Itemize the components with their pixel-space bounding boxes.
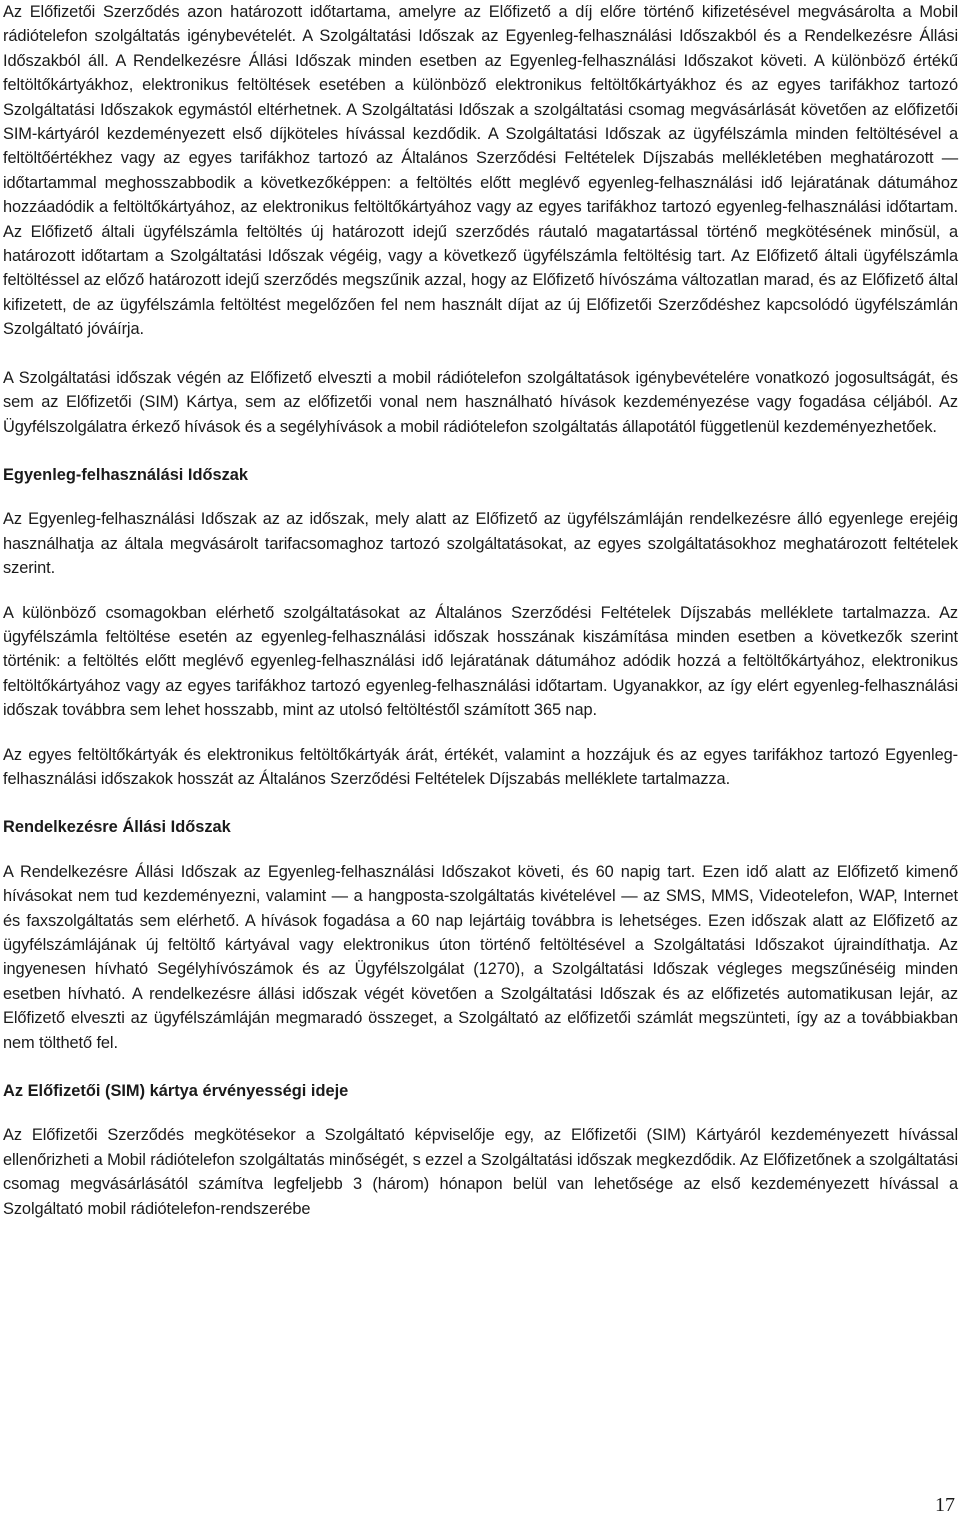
- paragraph-service-period: Az Előfizetői Szerződés azon határozott időtartama, amelyre az Előfizető a díj előre történő kifizetésével megvásárolta a Mobil rádiótelefon szolgáltatás igénybevételét. A Szolgáltatási Időszak az Egyenleg-felhasználási Időszakból és a Rendelkezésre Állási Időszakból áll. A Rendelkezésre Állási Időszak minden esetben az Egyenleg-felhasználási Időszakot követi. A különböző értékű feltöltőkártyákhoz, elektronikus feltöltések esetében a különböző elektronikus feltöltőkártyákhoz és az egyes tarifákhoz tartozó Szolgáltatási Időszakok egymástól eltérhetnek. A Szolgáltatási Időszak a szolgáltatási csomag megvásárlását követően az előfizetői SIM-kártyáról kezdeményezett első díjköteles hívással kezdődik. A Szolgáltatási Időszak az ügyfélszámla minden feltöltésével a feltöltőértékhez vagy az egyes tarifákhoz tartozó az Általános Szerződési Feltételek Díjszabás mellékletében meghatározott — időtartammal meghosszabbodik a következőképpen: a feltöltés előtt meglévő egyenleg-felhasználási idő lejáratának dátumához hozzáadódik a feltöltőkártyához, az elektronikus feltöltőkártyához vagy az egyes tarifákhoz tartozó egyenleg-felhasználási időtartam. Az Előfizető általi ügyfélszámla feltöltés új határozott idejű szerződés ráutaló magatartással történő megkötésének minősül, a határozott időtartam a Szolgáltatási Időszak végéig, vagy a következő ügyfélszámla feltöltésig tart. Az Előfizető általi ügyfélszámla feltöltéssel az előző határozott idejű szerződés megszűnik azzal, hogy az Előfizető hívószáma változatlan marad, és az Előfizető által kifizetett, de az ügyfélszámla feltöltést megelőzően fel nem használt díjat az új Előfizetői Szerződéshez kapcsolódó ügyfélszámlán Szolgáltató jóváírja.: [3, 3, 958, 339]
- paragraph-balance-usage-calculation: A különböző csomagokban elérhető szolgáltatásokat az Általános Szerződési Feltételek Díjszabás melléklete tartalmazza. Az ügyfélszámla feltöltése esetén az egyenleg-felhasználási időszak hosszának kiszámítása minden esetben a következők szerint történik: a feltöltés előtt meglévő egyenleg-felhasználási idő lejáratának dátumához adódik hozzá a feltöltőkártyához, elektronikus feltöltőkártyához vagy az egyes tarifákhoz tartozó egyenleg-felhasználási időtartam. Ugyanakkor, az így elért egyenleg-felhasználási időszak továbbra sem lehet hosszabb, mint az utolsó feltöltéstől számított 365 nap.: [3, 603, 958, 720]
- paragraph-topup-cards: Az egyes feltöltőkártyák és elektronikus feltöltőkártyák árát, értékét, valamint a hozzájuk és az egyes tarifákhoz tartozó Egyenleg-felhasználási időszakok hosszát az Általános Szerződési Feltételek Díjszabás melléklete tartalmazza.: [3, 745, 958, 788]
- document-page: [3, 0, 958, 1221]
- paragraph-sim-card-validity: Az Előfizetői Szerződés megkötésekor a Szolgáltató képviselője egy, az Előfizetői (SIM) Kártyáról kezdeményezett hívással ellenőrizheti a Mobil rádiótelefon szolgáltatás minőségét, s ezzel a Szolgáltatási időszak megkezdődik. Az Előfizetőnek a szolgáltatási csomag megvásárlásától számítva legfeljebb 3 (három) hónapon belül van lehetősége az első kezdeményezett hívással a Szolgáltató mobil rádiótelefon-rendszerébe: [3, 1126, 958, 1218]
- paragraph-period-end: A Szolgáltatási időszak végén az Előfizető elveszti a mobil rádiótelefon szolgáltatások igénybevételére vonatkozó jogosultságát, és sem az Előfizetői (SIM) Kártya, sem az előfizetői vonal nem használható hívások kezdeményezése vagy fogadása céljából. Az Ügyfélszolgálatra érkező hívások és a segélyhívások a mobil rádiótelefon szolgáltatás állapotától függetlenül kezdeményezhetőek.: [3, 368, 958, 436]
- heading-sim-card-validity: Az Előfizetői (SIM) kártya érvényességi ideje: [3, 1082, 349, 1101]
- paragraph-balance-usage-definition: Az Egyenleg-felhasználási Időszak az az időszak, mely alatt az Előfizető az ügyfélszámláján rendelkezésre álló egyenlege erejéig használhatja az általa megvásárolt tarifacsomaghoz tartozó szolgáltatásokat, az egyes szolgáltatásokhoz meghatározott feltételek szerint.: [3, 510, 958, 578]
- page-number: 17: [935, 1494, 955, 1516]
- heading-balance-usage-period: Egyenleg-felhasználási Időszak: [3, 465, 249, 484]
- heading-availability-period: Rendelkezésre Állási Időszak: [3, 818, 231, 837]
- paragraph-availability-period: A Rendelkezésre Állási Időszak az Egyenleg-felhasználási Időszakot követi, és 60 napig tart. Ezen idő alatt az Előfizető kimenő hívásokat nem tud kezdeményezni, valamint — a hangposta-szolgáltatás kivételével — az SMS, MMS, Videotelefon, WAP, Internet és faxszolgáltatás sem elérhető. A hívások fogadása a 60 nap lejártáig továbbra is lehetséges. Ezen időszak alatt az Előfizető az ügyfélszámlájának új feltöltő kártyával vagy elektronikus úton történő feltöltésével a Szolgáltatási Időszakot újraindíthatja. Az ingyenesen hívható Segélyhívószámok és az Ügyfélszolgálat (1270), a Szolgáltatási Időszak végleges megszűnéséig minden esetben hívható. A rendelkezésre állási időszak végét követően a Szolgáltatási Időszak és az előfizetés automatikusan lejár, az Előfizető elveszti az ügyfélszámláján megmaradó összeget, a Szolgáltató az előfizetői számlát megszünteti, így az a továbbiakban nem tölthető fel.: [3, 862, 958, 1052]
